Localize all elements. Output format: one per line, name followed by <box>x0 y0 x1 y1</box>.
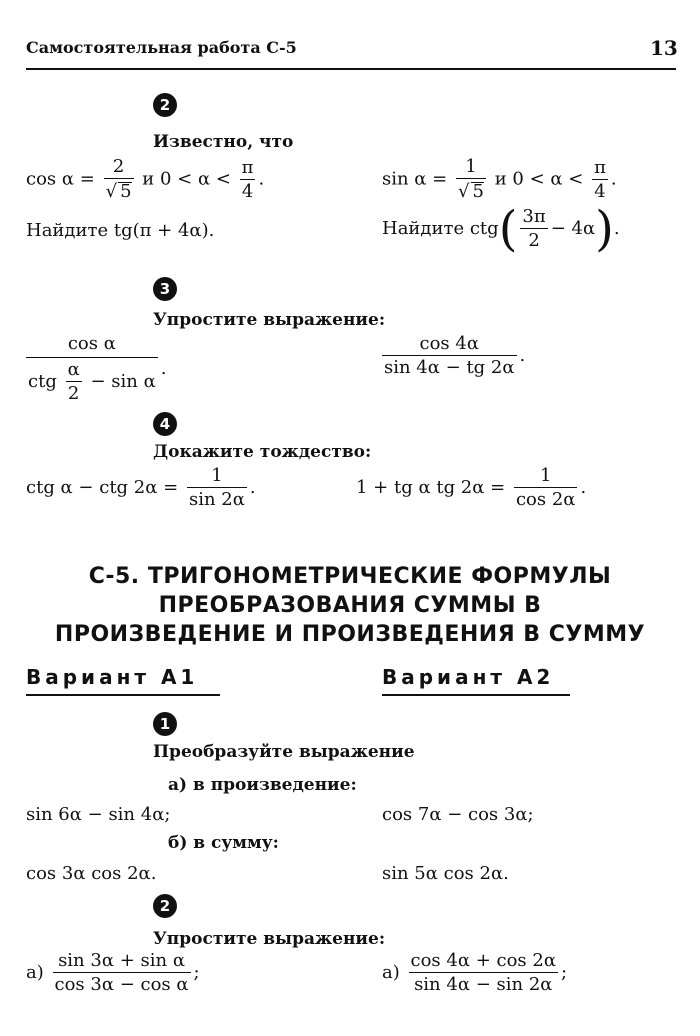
section-title-line1: С-5. ТРИГОНОМЕТРИЧЕСКИЕ ФОРМУЛЫ <box>88 564 612 589</box>
section-title-line3: ПРОИЗВЕДЕНИЕ И ПРОИЗВЕДЕНИЯ В СУММУ <box>54 622 646 647</box>
a-right-expr: cos 7α − cos 3α; <box>382 804 534 825</box>
section-title-line2: ПРЕОБРАЗОВАНИЯ СУММЫ В <box>158 593 542 618</box>
variant-a2-heading: Вариант А2 <box>382 665 555 689</box>
variant-a1-heading: Вариант А1 <box>26 665 199 689</box>
subtask-b-label: б) в сумму: <box>168 833 279 853</box>
subtask-a-label: а) в произведение: <box>168 775 357 795</box>
task-number-badge: 4 <box>153 412 177 436</box>
variant-a2-underline <box>382 694 570 696</box>
identity-left: ctg α − ctg 2α = $\frac{1}{\sin 2\alpha}$ . <box>26 465 256 510</box>
task-intro: Докажите тождество: <box>153 442 372 462</box>
simplify-left: а) $\frac{\text{sin 3α + sin α}}{\text{cos 3α − cos α}}$ ; <box>26 950 200 995</box>
b-left-expr: cos 3α cos 2α. <box>26 863 157 884</box>
identity-right: 1 + tg α tg 2α = $\frac{1}{\cos 2\alpha}$ . <box>356 465 587 510</box>
task-intro: Упростите выражение: <box>153 310 386 330</box>
task-number-badge: 2 <box>153 894 177 918</box>
expr-right: $\frac{\cos 4\alpha}{\sin 4\alpha - tg 2\alpha}$ . <box>384 333 526 378</box>
find-right: Найдите ctg( $\frac{3\pi}{2}$ − 4α). <box>382 201 620 257</box>
simplify-right: а) $\frac{\cos 4\alpha + \cos 2\alpha}{\sin 4\alpha - \sin 2\alpha}$ ; <box>382 950 568 995</box>
task-number-badge: 3 <box>153 277 177 301</box>
task-intro: Известно, что <box>153 132 294 152</box>
b-right-expr: sin 5α cos 2α. <box>382 863 509 884</box>
variant-a1-underline <box>26 694 220 696</box>
task-number-badge: 2 <box>153 93 177 117</box>
given-left: cos α = $\frac{2}{√ 5}$ и 0 < α < $\frac{\pi}{4}$ . <box>26 156 265 202</box>
page-number: 13 <box>650 36 678 60</box>
task-intro: Упростите выражение: <box>153 929 386 949</box>
given-right: sin α = $\frac{1}{√ 5}$ и 0 < α < $\frac{\pi}{4}$ . <box>382 156 617 202</box>
task-number-badge: 1 <box>153 712 177 736</box>
expr-left: cos α ctg $\frac{\alpha}{2}$ − sin α . <box>28 333 167 404</box>
header-rule <box>26 68 676 70</box>
find-left: Найдите tg(π + 4α). <box>26 220 215 241</box>
task-intro: Преобразуйте выражение <box>153 742 415 762</box>
a-left-expr: sin 6α − sin 4α; <box>26 804 171 825</box>
running-header-title: Самостоятельная работа С-5 <box>26 38 297 57</box>
